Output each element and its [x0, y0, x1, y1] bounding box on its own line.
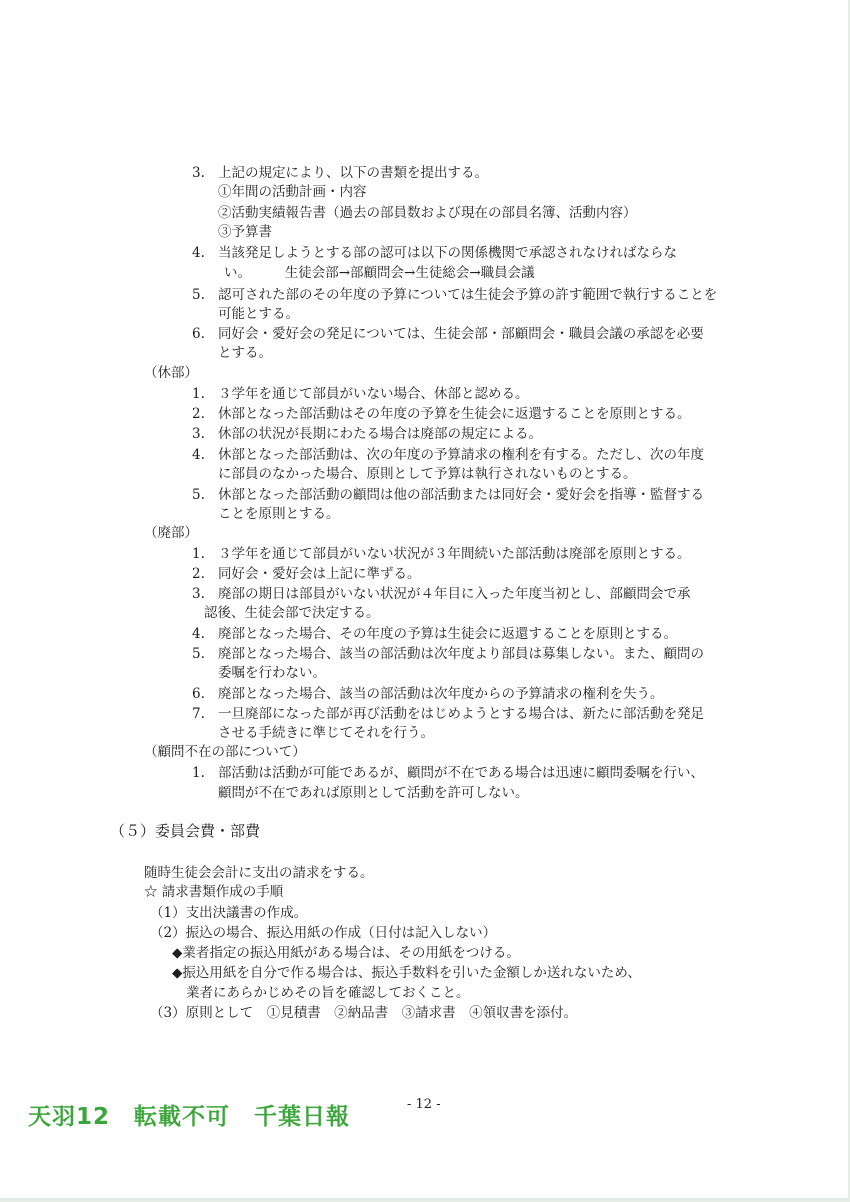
kyubu-item-5 [192, 486, 704, 504]
procedure-step-1: （1）支出決議書の作成。 [150, 905, 308, 921]
item-text: 上記の規定により、以下の書類を提出する。 [218, 165, 488, 181]
haibu-item-2 [192, 565, 421, 583]
establish-item-3-sub-1: ①年間の活動計画・内容 [218, 184, 367, 200]
establish-item-5 [192, 286, 717, 304]
item-text: 休部となった部活動はその年度の予算を生徒会に返還することを原則とする。 [218, 406, 691, 422]
item-text: ３学年を通じて部員がいない場合、休部と認める。 [218, 386, 529, 402]
kyubu-item-4 [192, 446, 704, 464]
establish-item-3-sub-2: ②活動実績報告書（過去の部員数および現在の部員名簿、活動内容） [218, 205, 637, 221]
item-number: 6. [192, 326, 205, 342]
item-text: 一旦廃部になった部が再び活動をはじめようとする場合は、新たに部活動を発足 [218, 706, 704, 722]
komon-item-1-cont: 顧問が不在であれば原則として活動を許可しない。 [218, 785, 529, 801]
item-number: 3. [192, 426, 205, 442]
item-number: 5. [192, 646, 205, 662]
haibu-item-1 [192, 545, 691, 563]
item-text: 休部となった部活動の顧問は他の部活動または同好会・愛好会を指導・監督する [218, 487, 704, 503]
procedure-bullet-1: ◆業者指定の振込用紙がある場合は、その用紙をつける。 [172, 945, 520, 961]
item-text: 廃部となった場合、その年度の予算は生徒会に返還することを原則とする。 [218, 626, 677, 642]
kyubu-item-2 [192, 405, 691, 423]
haibu-item-7-cont: させる手続きに準じてそれを行う。 [218, 725, 434, 741]
item-text: 廃部となった場合、該当の部活動は次年度より部員は募集しない。また、顧問の [218, 646, 704, 662]
kyubu-item-1 [192, 385, 529, 403]
haibu-item-4 [192, 625, 677, 643]
section-komon-title: （顧問不在の部について） [144, 744, 306, 760]
haibu-item-3-cont: 認後、生徒会部で決定する。 [204, 605, 380, 621]
page-number: - 12 - [407, 1097, 441, 1112]
item-number: 1. [192, 765, 205, 781]
procedure-step-2: （2）振込の場合、振込用紙の作成（日付は記入しない） [150, 925, 497, 941]
establish-item-4 [192, 244, 677, 262]
item-number: 5. [192, 287, 205, 303]
haibu-item-3 [192, 585, 691, 603]
procedure-bullet-2-cont: 業者にあらかじめその旨を確認しておくこと。 [186, 985, 470, 1001]
procedure-title: ☆ 請求書類作成の手順 [144, 884, 284, 900]
item-text: 認可された部のその年度の予算については生徒会予算の許す範囲で執行することを [218, 287, 718, 303]
haibu-item-7 [192, 705, 704, 723]
establish-item-4-cont: い。 生徒会部→部顧問会→生徒総会→職員会議 [224, 265, 535, 281]
establish-item-5-cont: 可能とする。 [218, 306, 299, 322]
section-5-heading: （５）委員会費・部費 [110, 822, 261, 840]
item-number: 1. [192, 546, 205, 562]
item-number: 2. [192, 406, 205, 422]
item-text: 廃部となった場合、該当の部活動は次年度からの予算請求の権利を失う。 [218, 686, 664, 702]
section-haibu-title: （廃部） [144, 525, 198, 541]
establish-item-6 [192, 325, 704, 343]
item-number: 3. [192, 586, 205, 602]
haibu-item-5 [192, 645, 704, 663]
establish-item-3-sub-3: ③予算書 [218, 224, 272, 240]
establish-item-6-cont: とする。 [218, 345, 272, 361]
procedure-step-3: （3）原則として ①見積書 ②納品書 ③請求書 ④領収書を添付。 [150, 1005, 578, 1021]
item-number: 6. [192, 686, 205, 702]
item-text: 同好会・愛好会は上記に準ずる。 [218, 566, 421, 582]
item-number: 7. [192, 706, 205, 722]
item-text: 当該発足しようとする部の認可は以下の関係機関で承認されなければならな [218, 245, 677, 261]
scan-edge-bottom [0, 1198, 850, 1202]
kyubu-item-4-cont: に部員のなかった場合、原則として予算は執行されないものとする。 [218, 466, 637, 482]
establish-item-3 [192, 164, 488, 182]
item-text: 休部の状況が長期にわたる場合は廃部の規定による。 [218, 426, 542, 442]
item-number: 4. [192, 447, 205, 463]
item-number: 2. [192, 566, 205, 582]
kyubu-item-3 [192, 425, 542, 443]
item-number: 4. [192, 245, 205, 261]
item-number: 4. [192, 626, 205, 642]
item-number: 1. [192, 386, 205, 402]
section-kyubu-title: （休部） [144, 365, 198, 381]
haibu-item-5-cont: 委嘱を行わない。 [218, 665, 326, 681]
reprint-prohibited-stamp: 天羽12 転載不可 千葉日報 [28, 1104, 351, 1130]
haibu-item-6 [192, 685, 664, 703]
section-5-intro: 随時生徒会会計に支出の請求をする。 [144, 865, 374, 881]
procedure-bullet-2: ◆振込用紙を自分で作る場合は、振込手数料を引いた金額しか送れないため、 [172, 965, 641, 981]
item-text: 同好会・愛好会の発足については、生徒会部・部顧問会・職員会議の承認を必要 [218, 326, 704, 342]
item-text: 休部となった部活動は、次の年度の予算請求の権利を有する。ただし、次の年度 [218, 447, 704, 463]
item-number: 5. [192, 487, 205, 503]
kyubu-item-5-cont: ことを原則とする。 [218, 506, 340, 522]
komon-item-1 [192, 764, 704, 782]
item-number: 3. [192, 165, 205, 181]
item-text: 廃部の期日は部員がいない状況が４年目に入った年度当初とし、部顧問会で承 [218, 586, 691, 602]
item-text: ３学年を通じて部員がいない状況が３年間続いた部活動は廃部を原則とする。 [218, 546, 691, 562]
item-text: 部活動は活動が可能であるが、顧問が不在である場合は迅速に顧問委嘱を行い、 [218, 765, 704, 781]
